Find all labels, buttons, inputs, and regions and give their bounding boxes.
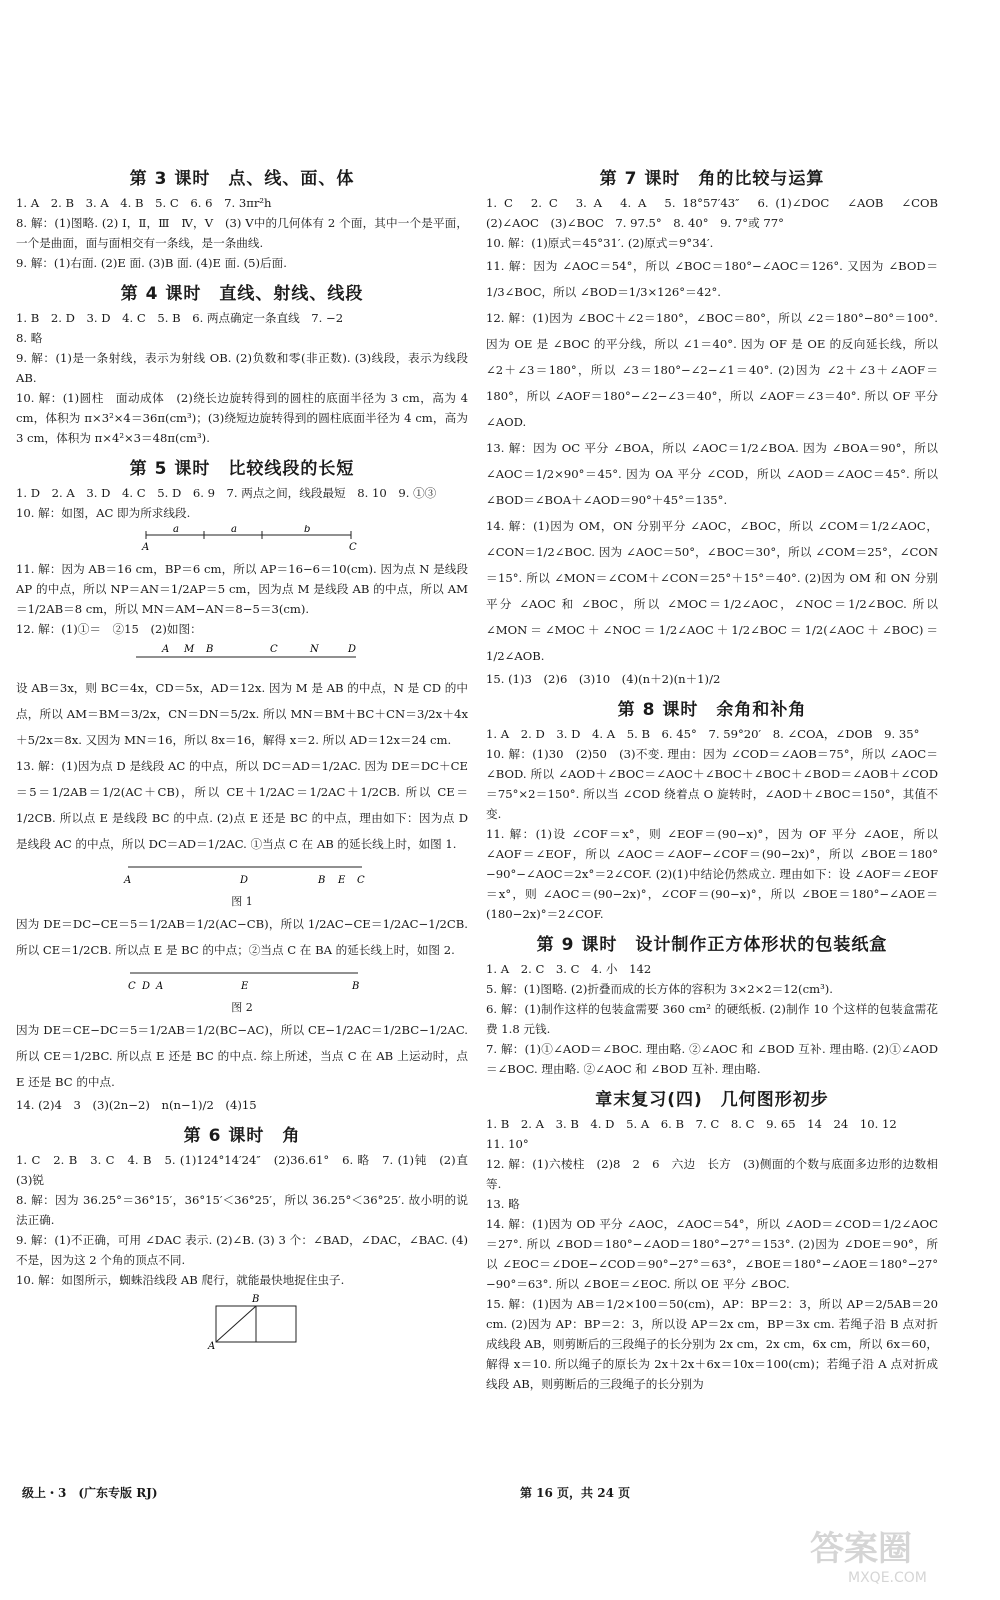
lesson5-line: 13. 解：(1)因为点 D 是线段 AC 的中点，所以 DC＝AD＝1/2AC. 因为 DE＝DC＋CE＝5＝1/2AB＝1/2(AC＋CB)，所以 CE＋1/2AC＝1/2AC＋1/2CB. 所以 CE＝1/2CB. 所以点 E 是线段 BC 的中点. (2)点 E 还是 BC 的中点，理由如下：因为点 D 是线段 AC 的中点，所以 DC＝AD＝1/2AC. ①当点 C 在 AB 的延长线上时，如图 1. bbox=[16, 759, 468, 851]
point-label: C bbox=[270, 644, 278, 655]
lesson7-title: 第 7 课时 角的比较与运算 bbox=[599, 169, 825, 189]
review-line: 11. 10° bbox=[486, 1137, 529, 1151]
lesson5-line: 14. (2)4 3 (3)(2n−2) n(n−1)/2 (4)15 bbox=[16, 1098, 257, 1112]
footer-book-info: 级上・3 (广东专版 RJ) bbox=[22, 1486, 158, 1500]
figure-1 bbox=[16, 859, 468, 889]
segment-diagram-svg bbox=[16, 525, 468, 555]
lesson9-line: 7. 解：(1)①∠AOD＝∠BOC. 理由略. ②∠AOC 和 ∠BOD 互补. 理由略. (2)①∠AOD＝∠BOC. 理由略. ②∠AOC 和 ∠BOD 互补. 理由略. bbox=[486, 1042, 938, 1076]
lesson6-line: 9. 解：(1)不正确，可用 ∠DAC 表示. (2)∠B. (3) 3 个：∠BAD，∠DAC，∠BAC. (4)不是，因为这 2 个角的顶点不同. bbox=[16, 1233, 468, 1267]
point-label: C bbox=[128, 981, 136, 992]
point-label: D bbox=[142, 981, 151, 992]
lesson5-line: 设 AB＝3x，则 BC＝4x，CD＝5x，AD＝12x. 因为 M 是 AB 的中点，N 是 CD 的中点，所以 AM＝BM＝3/2x，CN＝DN＝5/2x. 所以 MN＝BM＋BC＋CN＝3/2x＋4x＋5/2x＝8x. 又因为 MN＝16，所以 8x＝16，解得 x＝2. 所以 AD＝12x＝24 cm. bbox=[16, 681, 468, 747]
segment-label: a bbox=[231, 525, 237, 535]
lesson5-line: 12. 解：(1)①＝ ②15 (2)如图： bbox=[16, 622, 202, 636]
point-label: A bbox=[162, 644, 170, 655]
lesson3-line: 9. 解：(1)右面. (2)E 面. (3)B 面. (4)E 面. (5)后面. bbox=[16, 256, 287, 270]
lesson5-title: 第 5 课时 比较线段的长短 bbox=[129, 459, 355, 479]
review-line: 14. 解：(1)因为 OD 平分 ∠AOC，∠AOC＝54°，所以 ∠AOD＝∠COD＝1/2∠AOC＝27°. 所以 ∠BOD＝180°−∠AOD＝180°−27°＝153°. (2)因为 ∠DOE＝90°，所以 ∠EOC＝∠DOE−∠COD＝90°−27°＝63°，∠BOE＝180°−∠AOE＝180°−27°−90°＝63°. 所以 ∠BOE＝∠EOC. 所以 OE 平分 ∠BOC. bbox=[486, 1217, 938, 1291]
lesson7-line: 10. 解：(1)原式＝45°31′. (2)原式＝9°34′. bbox=[486, 236, 714, 250]
lesson4-line: 8. 略 bbox=[16, 331, 43, 345]
figure-1-caption: 图 1 bbox=[231, 895, 253, 908]
watermark-logo bbox=[800, 1518, 980, 1588]
lesson4-line: 10. 解：(1)圆柱 面动成体 (2)绕长边旋转得到的圆柱的底面半径为 3 cm，高为 4 cm，体积为 π×3²×4＝36π(cm³)；(3)绕短边旋转得到的圆柱底面半径为 4 cm，高为 3 cm，体积为 π×4²×3＝48π(cm³). bbox=[16, 391, 468, 445]
points-diagram-svg bbox=[16, 641, 468, 671]
point-label: M bbox=[184, 644, 195, 655]
lesson5-line: 11. 解：因为 AB＝16 cm，BP＝6 cm，所以 AP＝16−6＝10(cm). 因为点 N 是线段 AP 的中点，所以 NP＝AN＝1/2AP＝5 cm，因为点 M 是线段 AB 的中点，所以 AM＝1/2AB＝8 cm，所以 MN＝AM−AN＝8−5＝3(cm). bbox=[16, 562, 468, 616]
figure-2 bbox=[16, 965, 468, 995]
point-label: A bbox=[124, 875, 132, 886]
point-label: A bbox=[208, 1341, 216, 1350]
point-label: B bbox=[252, 1294, 260, 1305]
point-label: E bbox=[338, 875, 346, 886]
point-label: N bbox=[310, 644, 319, 655]
lesson4-line: 9. 解：(1)是一条射线，表示为射线 OB. (2)负数和零(非正数). (3)线段，表示为线段 AB. bbox=[16, 351, 468, 385]
point-label: A bbox=[156, 981, 164, 992]
lesson5-line: 因为 DE＝DC−CE＝5＝1/2AB＝1/2(AC−CB)，所以 1/2AC−CE＝1/2AC−1/2CB. 所以 CE＝1/2CB. 所以点 E 是 BC 的中点；②当点 C 在 BA 的延长线上时，如图 2. bbox=[16, 917, 468, 957]
watermark-text: 答案圈 bbox=[810, 1529, 912, 1569]
lesson4-line: 1. B 2. D 3. D 4. C 5. B 6. 两点确定一条直线 7. −2 bbox=[16, 311, 344, 325]
segment-label: a bbox=[173, 525, 179, 535]
rectangle-diagram bbox=[16, 1292, 468, 1350]
point-label: E bbox=[241, 981, 249, 992]
point-label: A bbox=[142, 542, 150, 553]
point-label: B bbox=[206, 644, 214, 655]
lesson4-title: 第 4 课时 直线、射线、线段 bbox=[120, 284, 364, 304]
review-line: 13. 略 bbox=[486, 1197, 520, 1211]
point-label: D bbox=[348, 644, 357, 655]
lesson7-line: 13. 解：因为 OC 平分 ∠BOA，所以 ∠AOC＝1/2∠BOA. 因为 ∠BOA＝90°，所以 ∠AOC＝1/2×90°＝45°. 因为 OA 平分 ∠COD，所以 ∠AOD＝∠AOC＝45°. 所以 ∠BOD＝∠BOA＋∠AOD＝90°＋45°＝135°. bbox=[486, 441, 938, 507]
lesson6-title: 第 6 课时 角 bbox=[183, 1126, 301, 1146]
review-line: 12. 解：(1)六棱柱 (2)8 2 6 六边 长方 (3)侧面的个数与底面多边形的边数相等. bbox=[486, 1157, 938, 1191]
lesson6-line: 10. 解：如图所示，蜘蛛沿线段 AB 爬行，就能最快地捉住虫子. bbox=[16, 1273, 345, 1287]
watermark-url: MXQE.COM bbox=[848, 1570, 927, 1586]
lesson7-line: 14. 解：(1)因为 OM，ON 分别平分 ∠AOC，∠BOC，所以 ∠COM＝1/2∠AOC，∠CON＝1/2∠BOC. 因为 ∠AOC＝50°，∠BOC＝30°，所以 ∠COM＝25°，∠CON＝15°. 所以 ∠MON＝∠COM＋∠CON＝25°＋15°＝40°. (2)因为 OM 和 ON 分别平分 ∠AOC 和 ∠BOC，所以 ∠MOC＝1/2∠AOC，∠NOC＝1/2∠BOC. 所以 ∠MON＝∠MOC＋∠NOC＝1/2∠AOC＋1/2∠BOC＝1/2(∠AOC＋∠BOC)＝1/2∠AOB. bbox=[486, 519, 938, 663]
lesson9-line: 6. 解：(1)制作这样的包装盒需要 360 cm² 的硬纸板. (2)制作 10 个这样的包装盒需花费 1.8 元钱. bbox=[486, 1002, 938, 1036]
rectangle-diagram-svg bbox=[16, 1292, 468, 1350]
point-label: C bbox=[349, 542, 357, 553]
lesson8-line: 11. 解：(1)设 ∠COF＝x°，则 ∠EOF＝(90−x)°，因为 OF 平分 ∠AOE，所以 ∠AOF＝∠EOF，所以 ∠AOC＝∠AOF−∠COF＝(90−2x)°，所以 ∠BOE＝180°−90°−∠AOC＝2x°＝2∠COF. (2)(1)中结论仍然成立. 理由如下：设 ∠AOF＝∠EOF＝x°，则 ∠AOC＝(90−2x)°，∠COF＝(90−x)°，所以 ∠BOE＝180°−∠AOE＝(180−2x)°＝2∠COF. bbox=[486, 827, 938, 921]
lesson7-line: 12. 解：(1)因为 ∠BOC＋∠2＝180°，∠BOC＝80°，所以 ∠2＝180°−80°＝100°. 因为 OE 是 ∠BOC 的平分线，所以 ∠1＝40°. 因为 OF 是 OE 的反向延长线，所以 ∠2＋∠3＝180°，所以 ∠3＝180°−∠2−∠1＝40°. (2)因为 ∠2＋∠3＋∠AOF＝180°，所以 ∠AOF＝180°−∠2−∠3＝40°，所以 ∠AOF＝∠3＝40°. 所以 OF 平分 ∠AOD. bbox=[486, 311, 938, 429]
lesson5-line: 10. 解：如图，AC 即为所求线段. bbox=[16, 506, 191, 520]
lesson9-line: 5. 解：(1)图略. (2)折叠而成的长方体的容积为 3×2×2＝12(cm³). bbox=[486, 982, 833, 996]
figure-2-caption: 图 2 bbox=[231, 1001, 253, 1014]
left-column bbox=[16, 158, 480, 1354]
lesson8-line: 1. A 2. D 3. D 4. A 5. B 6. 45° 7. 59°20′ 8. ∠COA，∠DOB 9. 35° bbox=[486, 727, 920, 741]
lesson3-title: 第 3 课时 点、线、面、体 bbox=[129, 169, 355, 189]
segment-label: b bbox=[304, 525, 311, 535]
lesson7-line: 11. 解：因为 ∠AOC＝54°，所以 ∠BOC＝180°−∠AOC＝126°. 又因为 ∠BOD＝1/3∠BOC，所以 ∠BOD＝1/3×126°＝42°. bbox=[486, 259, 938, 299]
point-label: B bbox=[352, 981, 360, 992]
lesson3-line: 1. A 2. B 3. A 4. B 5. C 6. 6 7. 3πr²h bbox=[16, 196, 272, 210]
footer-page-number: 第 16 页，共 24 页 bbox=[520, 1486, 631, 1500]
diagonal-line bbox=[216, 1306, 256, 1342]
figure-1-svg bbox=[16, 859, 468, 889]
lesson5-line: 1. D 2. A 3. D 4. C 5. D 6. 9 7. 两点之间，线段最短 8. 10 9. ①③ bbox=[16, 486, 437, 500]
lesson6-line: 8. 解：因为 36.25°＝36°15′，36°15′＜36°25′，所以 36.25°＜36°25′. 故小明的说法正确. bbox=[16, 1193, 468, 1227]
review-line: 15. 解：(1)因为 AB＝1/2×100＝50(cm)，AP：BP＝2：3，所以 AP＝2/5AB＝20 cm. (2)因为 AP：BP＝2：3，所以设 AP＝2x cm，BP＝3x cm. 若绳子沿 B 点对折成线段 AB，则剪断后的三段绳子的长分别为 2x cm，2x cm，6x cm，所以 6x＝60，解得 x＝10. 所以绳子的原长为 2x＋2x＋6x＝10x＝100(cm)；若绳子沿 A 点对折成线段 AB，则剪断后的三段绳子的长分别为 bbox=[486, 1297, 938, 1391]
right-column bbox=[486, 158, 950, 1394]
lesson6-line: 1. C 2. B 3. C 4. B 5. (1)124°14′24″ (2)36.61° 6. 略 7. (1)钝 (2)直 (3)锐 bbox=[16, 1153, 480, 1187]
point-label: B bbox=[318, 875, 326, 886]
review-line: 1. B 2. A 3. B 4. D 5. A 6. B 7. C 8. C 9. 65 14 24 10. 12 bbox=[486, 1117, 897, 1131]
point-label: C bbox=[357, 875, 365, 886]
lesson7-line: 15. (1)3 (2)6 (3)10 (4)(n＋2)(n＋1)/2 bbox=[486, 672, 721, 686]
figure-2-svg bbox=[16, 965, 468, 995]
lesson8-title: 第 8 课时 余角和补角 bbox=[617, 700, 807, 720]
lesson3-line: 8. 解：(1)图略. (2) Ⅰ，Ⅱ，Ⅲ Ⅳ，Ⅴ (3) Ⅴ中的几何体有 2 个面，其中一个是平面，一个是曲面，面与面相交有一条线，是一条曲线. bbox=[16, 216, 468, 250]
point-label: D bbox=[240, 875, 249, 886]
lesson8-line: 10. 解：(1)30 (2)50 (3)不变. 理由：因为 ∠COD＝∠AOB＝75°，所以 ∠AOC＝∠BOD. 所以 ∠AOD＋∠BOC＝∠AOC＋∠BOC＋∠BOC＋∠BOD＝∠AOB＋∠COD＝75°×2＝150°. 所以当 ∠COD 绕着点 O 旋转时，∠AOD＋∠BOC＝150°，其值不变. bbox=[486, 747, 938, 821]
lesson9-title: 第 9 课时 设计制作正方体形状的包装纸盒 bbox=[536, 935, 888, 955]
review-title: 章末复习(四) 几何图形初步 bbox=[595, 1090, 829, 1110]
lesson5-line: 因为 DE＝CE−DC＝5＝1/2AB＝1/2(BC−AC)，所以 CE−1/2AC＝1/2BC−1/2AC. 所以 CE＝1/2BC. 所以点 E 还是 BC 的中点. 综上所述，当点 C 在 AB 上运动时，点 E 还是 BC 的中点. bbox=[16, 1023, 468, 1089]
segment-diagram bbox=[16, 525, 468, 555]
lesson9-line: 1. A 2. C 3. C 4. 小 142 bbox=[486, 962, 652, 976]
lesson7-line: 1. C 2. C 3. A 4. A 5. 18°57′43″ 6. (1)∠DOC ∠AOB ∠COB (2)∠AOC (3)∠BOC 7. 97.5° 8. 40° 9. 7°或 77° bbox=[486, 196, 950, 230]
points-diagram bbox=[16, 641, 468, 671]
